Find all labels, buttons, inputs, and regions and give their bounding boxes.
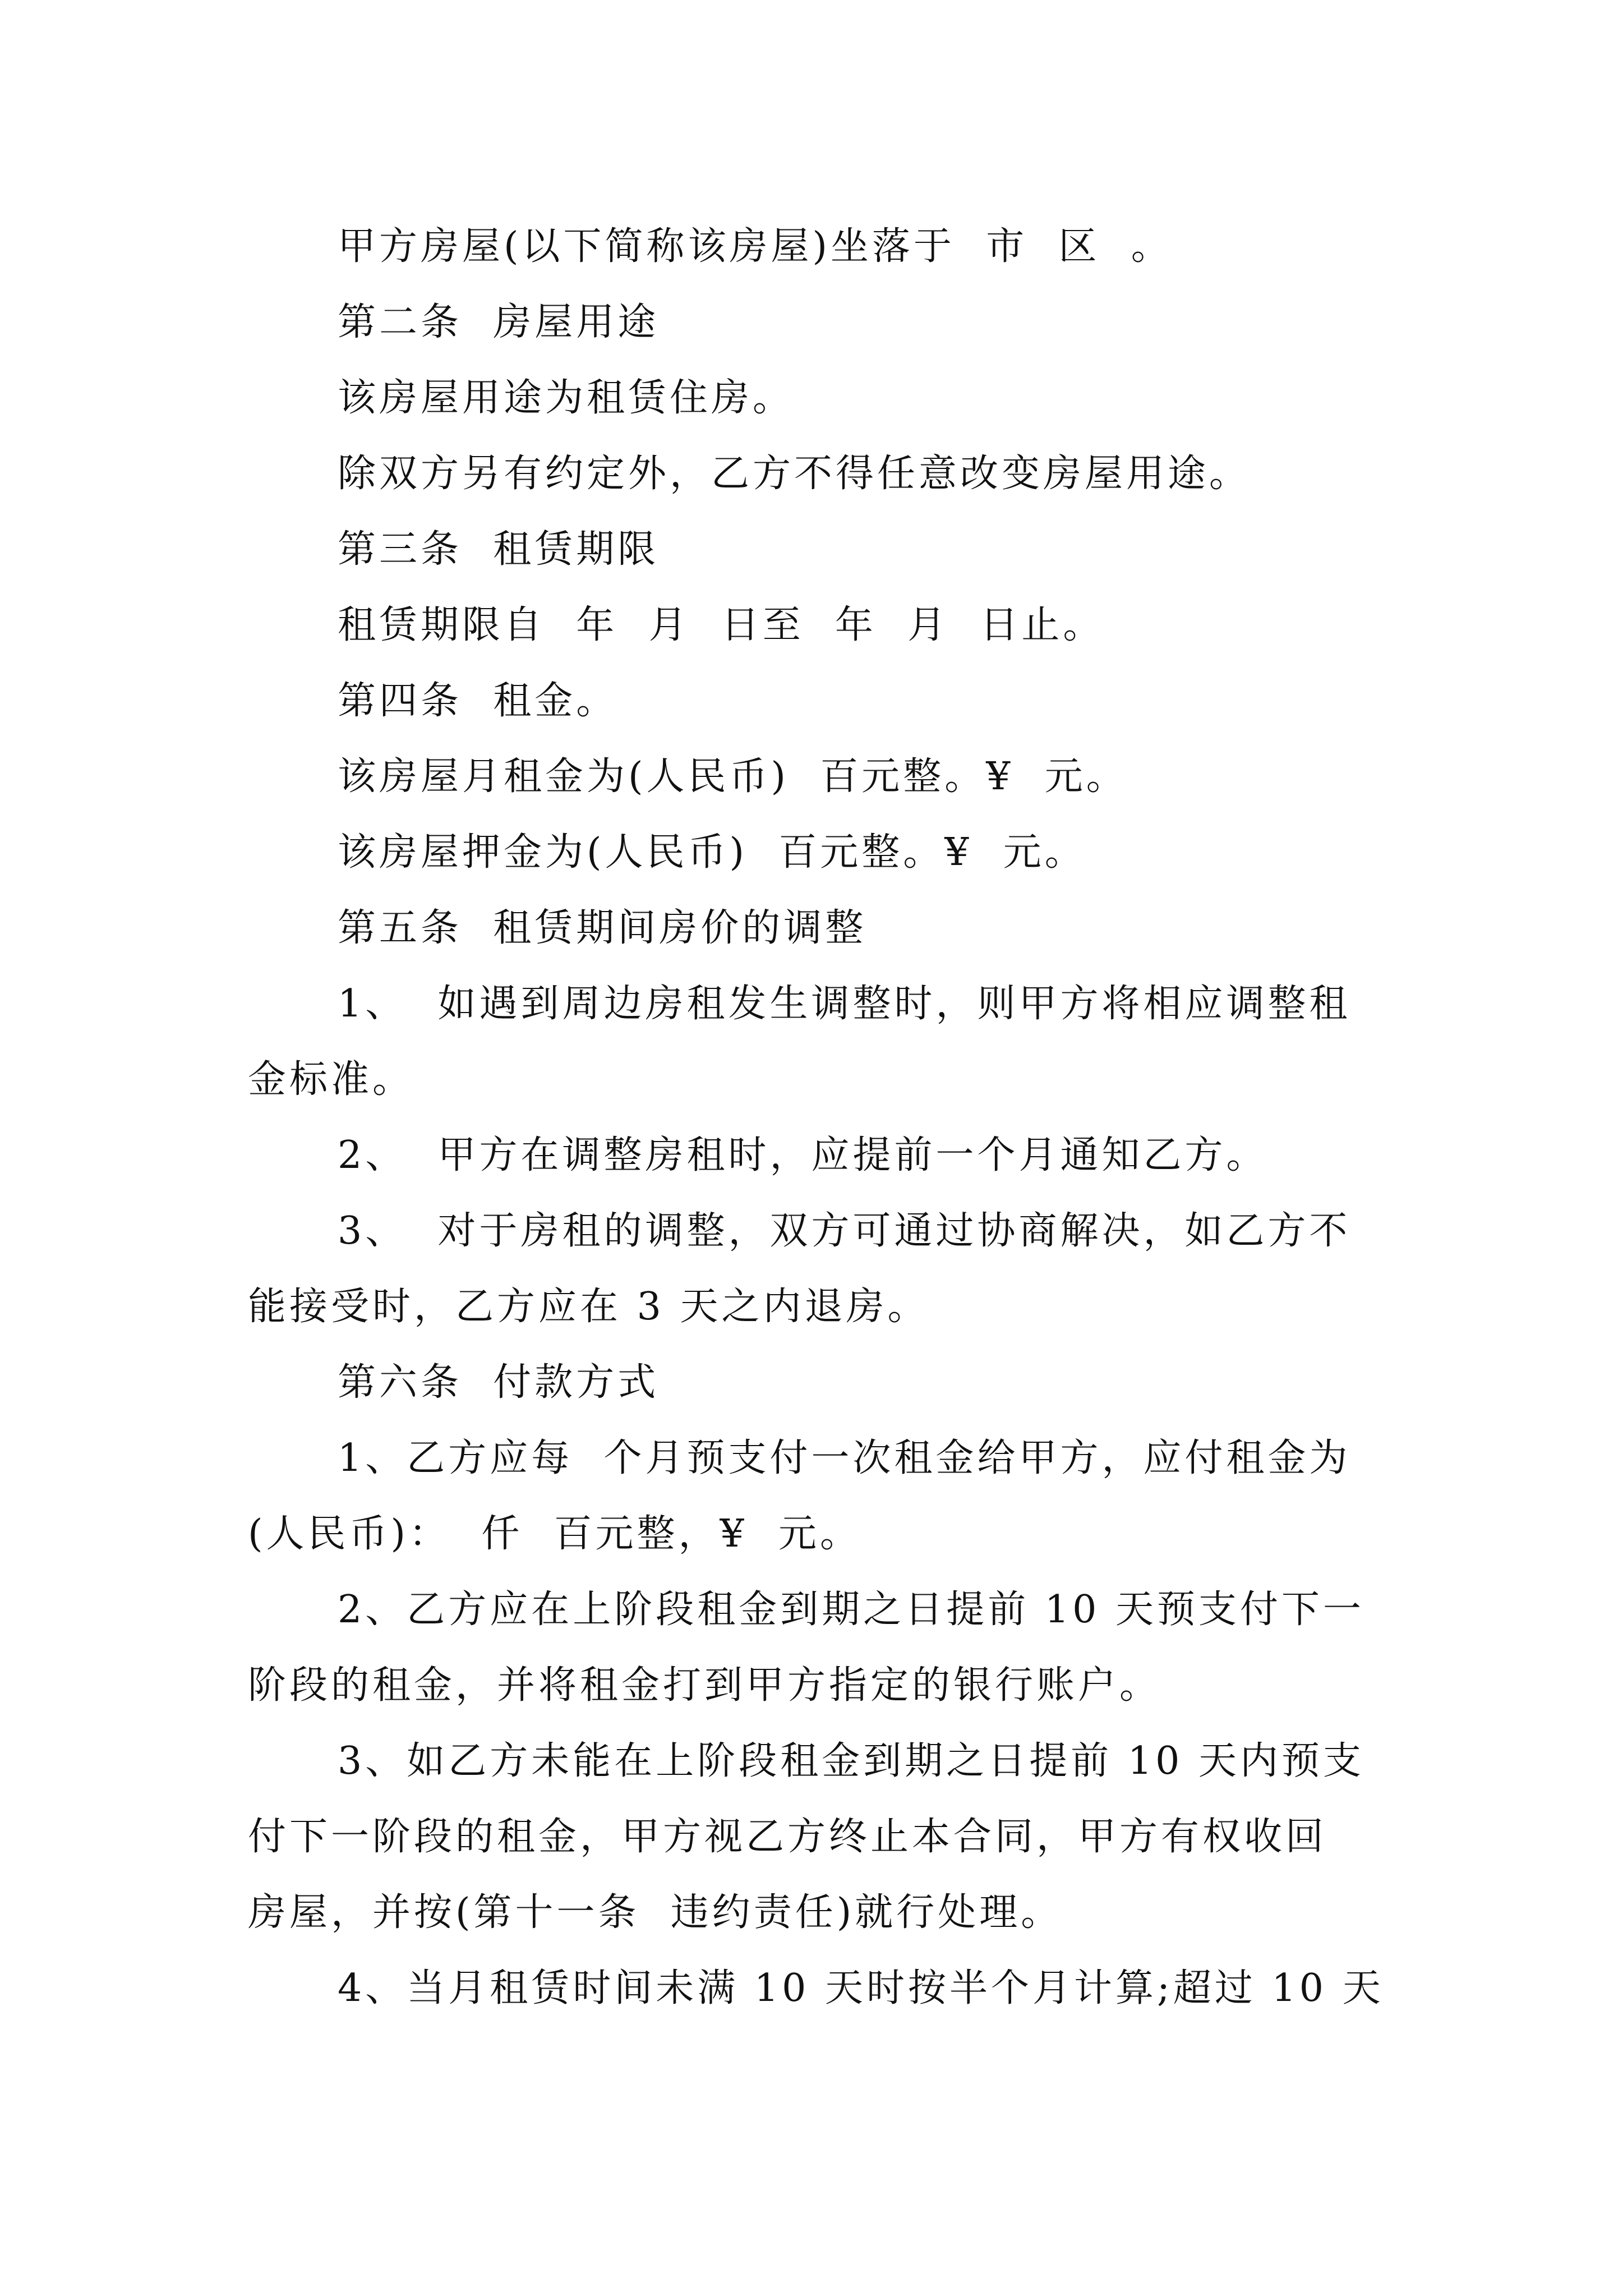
heading-article-2: 第二条 房屋用途 <box>338 300 660 344</box>
paragraph-usage: 该房屋用途为租赁住房。 <box>338 376 795 420</box>
paragraph-usage-restriction: 除双方另有约定外，乙方不得任意改变房屋用途。 <box>338 452 1251 496</box>
clause-6-3: 3、如乙方未能在上阶段租金到期之日提前 10 天内预支 <box>338 1739 1365 1783</box>
clause-5-2: 2、 甲方在调整房租时，应提前一个月通知乙方。 <box>338 1133 1268 1177</box>
heading-article-6: 第六条 付款方式 <box>338 1360 660 1405</box>
clause-6-2: 2、乙方应在上阶段租金到期之日提前 10 天预支付下一 <box>338 1588 1365 1632</box>
clause-6-3-cont-2: 房屋，并按(第十一条 违约责任)就行处理。 <box>248 1890 1063 1935</box>
heading-article-5: 第五条 租赁期间房价的调整 <box>338 906 867 950</box>
clause-6-4: 4、当月租赁时间未满 10 天时按半个月计算;超过 10 天 <box>338 1966 1384 2010</box>
paragraph-deposit: 该房屋押金为(人民币) 百元整。¥ 元。 <box>338 830 1086 875</box>
clause-5-1-cont: 金标准。 <box>248 1057 414 1102</box>
paragraph-monthly-rent: 该房屋月租金为(人民币) 百元整。¥ 元。 <box>338 754 1128 799</box>
clause-5-3-cont: 能接受时，乙方应在 3 天之内退房。 <box>248 1285 929 1329</box>
paragraph-location: 甲方房屋(以下简称该房屋)坐落于 市 区 。 <box>338 224 1173 269</box>
clause-6-3-cont-1: 付下一阶段的租金，甲方视乙方终止本合同，甲方有权收回 <box>248 1815 1327 1859</box>
clause-5-3: 3、 对于房租的调整，双方可通过协商解决，如乙方不 <box>338 1209 1351 1253</box>
paragraph-lease-term: 租赁期限自 年 月 日至 年 月 日止。 <box>338 603 1105 647</box>
heading-article-3: 第三条 租赁期限 <box>338 527 660 572</box>
clause-6-1-cont: (人民币)： 仟 百元整，¥ 元。 <box>248 1512 862 1556</box>
clause-6-2-cont: 阶段的租金，并将租金打到甲方指定的银行账户。 <box>248 1663 1161 1708</box>
clause-6-1: 1、乙方应每 个月预支付一次租金给甲方，应付租金为 <box>338 1436 1351 1480</box>
clause-5-1: 1、 如遇到周边房租发生调整时，则甲方将相应调整租 <box>338 982 1351 1026</box>
heading-article-4: 第四条 租金。 <box>338 679 618 723</box>
